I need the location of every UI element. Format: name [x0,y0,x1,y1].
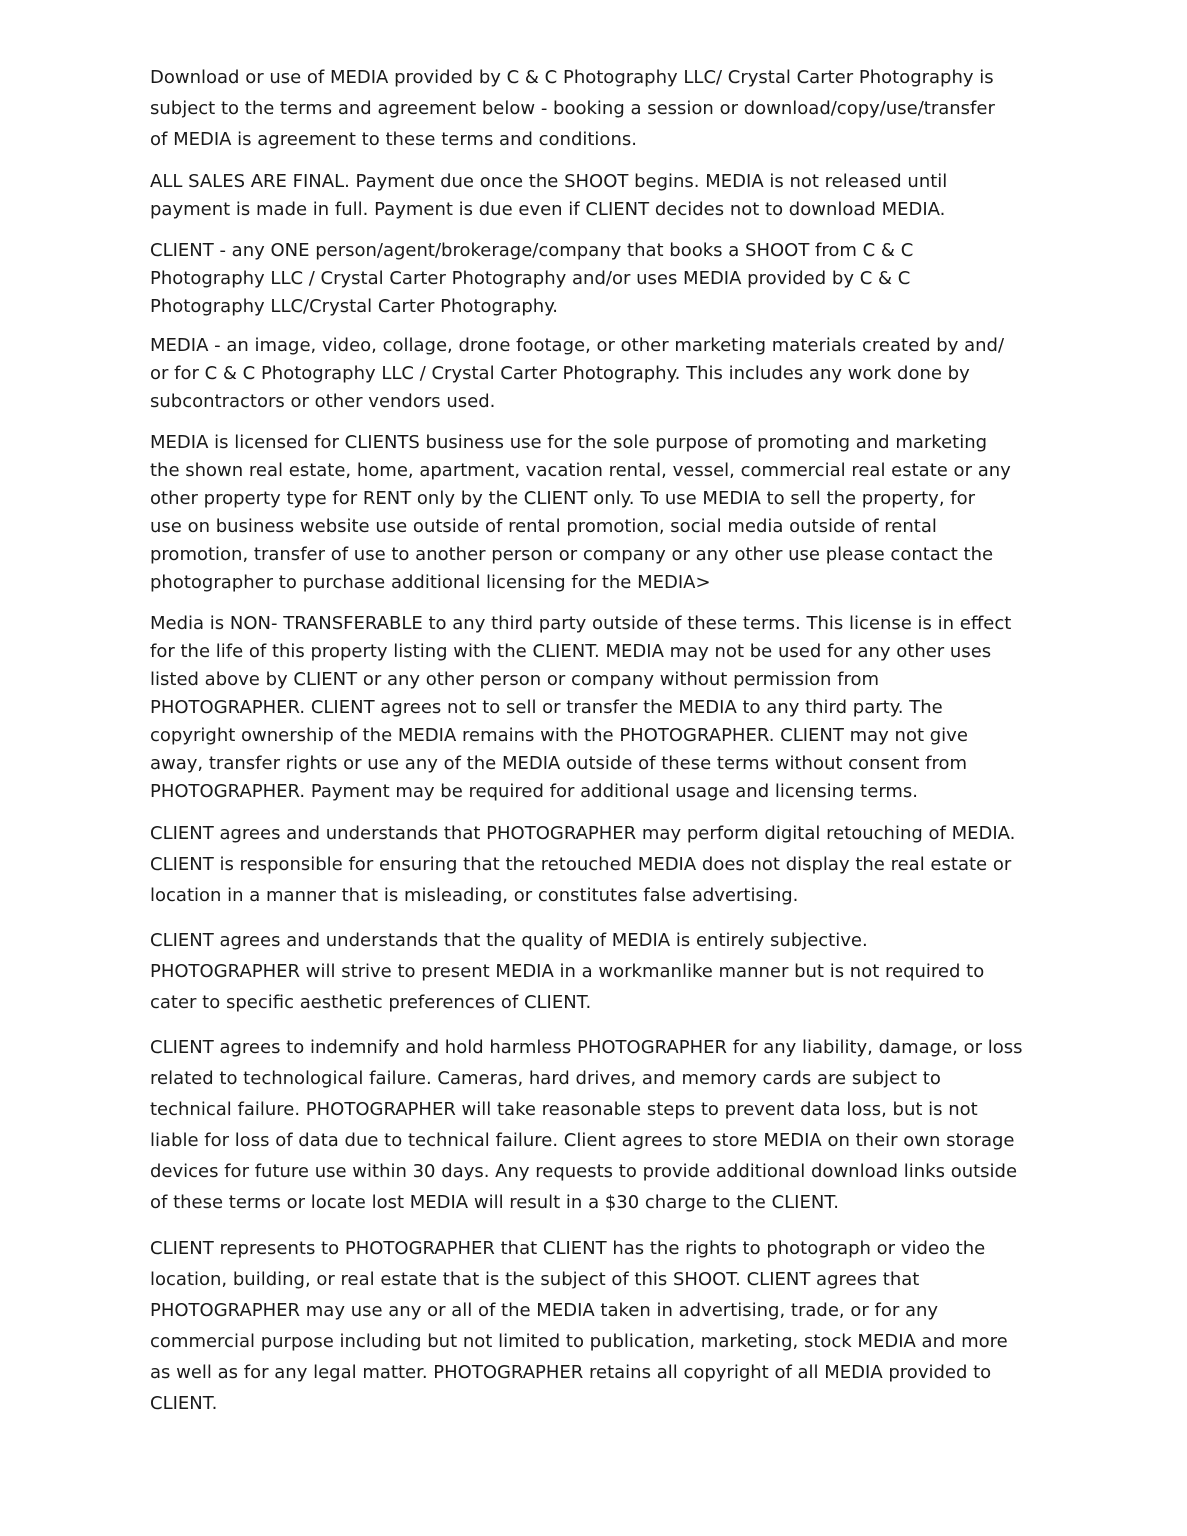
terms-body [150,62,1065,1419]
text-line: the shown real estate, home, apartment, vacation rental, vessel, commercial real estate or any [150,460,1011,481]
text-line: CLIENT - any ONE person/agent/brokerage/company that books a SHOOT from C & C [150,240,914,261]
text-line: MEDIA is licensed for CLIENTS business use for the sole purpose of promoting and marketing [150,432,988,453]
text-line: CLIENT is responsible for ensuring that the retouched MEDIA does not display the real estate or [150,854,1012,875]
text-line: subject to the terms and agreement below - booking a session or download/copy/use/transfer [150,98,995,119]
paragraph-client-definition [150,237,1065,321]
text-line: liable for loss of data due to technical failure. Client agrees to store MEDIA on their own storage [150,1130,1015,1151]
text-line: CLIENT represents to PHOTOGRAPHER that CLIENT has the rights to photograph or video the [150,1238,986,1259]
text-line: PHOTOGRAPHER. Payment may be required for additional usage and licensing terms. [150,781,919,802]
text-line: CLIENT. [150,1393,218,1414]
text-line: Download or use of MEDIA provided by C & C Photography LLC/ Crystal Carter Photography is [150,67,994,88]
text-line: related to technological failure. Cameras, hard drives, and memory cards are subject to [150,1068,941,1089]
text-line: for the life of this property listing with the CLIENT. MEDIA may not be used for any other uses [150,641,992,662]
text-line: location, building, or real estate that is the subject of this SHOOT. CLIENT agrees that [150,1269,920,1290]
text-line: location in a manner that is misleading, or constitutes false advertising. [150,885,799,906]
text-line: use on business website use outside of rental promotion, social media outside of rental [150,516,937,537]
paragraph-sales-final [150,168,1065,224]
text-line: MEDIA - an image, video, collage, drone footage, or other marketing materials created by and/ [150,335,1005,356]
text-line: other property type for RENT only by the CLIENT only. To use MEDIA to sell the property, for [150,488,976,509]
text-line: listed above by CLIENT or any other person or company without permission from [150,669,879,690]
text-line: cater to specific aesthetic preferences of CLIENT. [150,992,592,1013]
text-line: CLIENT agrees and understands that the quality of MEDIA is entirely subjective. [150,930,868,951]
text-line: or for C & C Photography LLC / Crystal Carter Photography. This includes any work done by [150,363,970,384]
paragraph-retouching [150,818,1065,911]
text-line: Photography LLC/Crystal Carter Photography. [150,296,559,317]
paragraph-quality-subjective [150,925,1065,1018]
paragraph-download-terms [150,62,1065,155]
paragraph-non-transferable [150,610,1065,806]
paragraph-client-represents [150,1233,1065,1419]
text-line: commercial purpose including but not limited to publication, marketing, stock MEDIA and more [150,1331,1008,1352]
text-line: Media is NON- TRANSFERABLE to any third party outside of these terms. This license is in effect [150,613,1012,634]
text-line: subcontractors or other vendors used. [150,391,496,412]
paragraph-indemnify [150,1032,1065,1218]
text-line: PHOTOGRAPHER will strive to present MEDIA in a workmanlike manner but is not required to [150,961,985,982]
text-line: PHOTOGRAPHER. CLIENT agrees not to sell or transfer the MEDIA to any third party. The [150,697,943,718]
text-line: devices for future use within 30 days. Any requests to provide additional download links outside [150,1161,1018,1182]
text-line: of MEDIA is agreement to these terms and conditions. [150,129,637,150]
text-line: away, transfer rights or use any of the MEDIA outside of these terms without consent from [150,753,967,774]
text-line: CLIENT agrees to indemnify and hold harmless PHOTOGRAPHER for any liability, damage, or loss [150,1037,1023,1058]
paragraph-media-license [150,429,1065,597]
text-line: technical failure. PHOTOGRAPHER will take reasonable steps to prevent data loss, but is not [150,1099,978,1120]
text-line: promotion, transfer of use to another person or company or any other use please contact the [150,544,994,565]
text-line: of these terms or locate lost MEDIA will result in a $30 charge to the CLIENT. [150,1192,839,1213]
paragraph-media-definition [150,332,1065,416]
text-line: ALL SALES ARE FINAL. Payment due once the SHOOT begins. MEDIA is not released until [150,171,948,192]
text-line: PHOTOGRAPHER may use any or all of the MEDIA taken in advertising, trade, or for any [150,1300,939,1321]
text-line: payment is made in full. Payment is due even if CLIENT decides not to download MEDIA. [150,199,946,220]
text-line: photographer to purchase additional licensing for the MEDIA> [150,572,711,593]
text-line: CLIENT agrees and understands that PHOTOGRAPHER may perform digital retouching of MEDIA. [150,823,1016,844]
text-line: copyright ownership of the MEDIA remains with the PHOTOGRAPHER. CLIENT may not give [150,725,968,746]
text-line: Photography LLC / Crystal Carter Photography and/or uses MEDIA provided by C & C [150,268,911,289]
text-line: as well as for any legal matter. PHOTOGRAPHER retains all copyright of all MEDIA provided to [150,1362,992,1383]
